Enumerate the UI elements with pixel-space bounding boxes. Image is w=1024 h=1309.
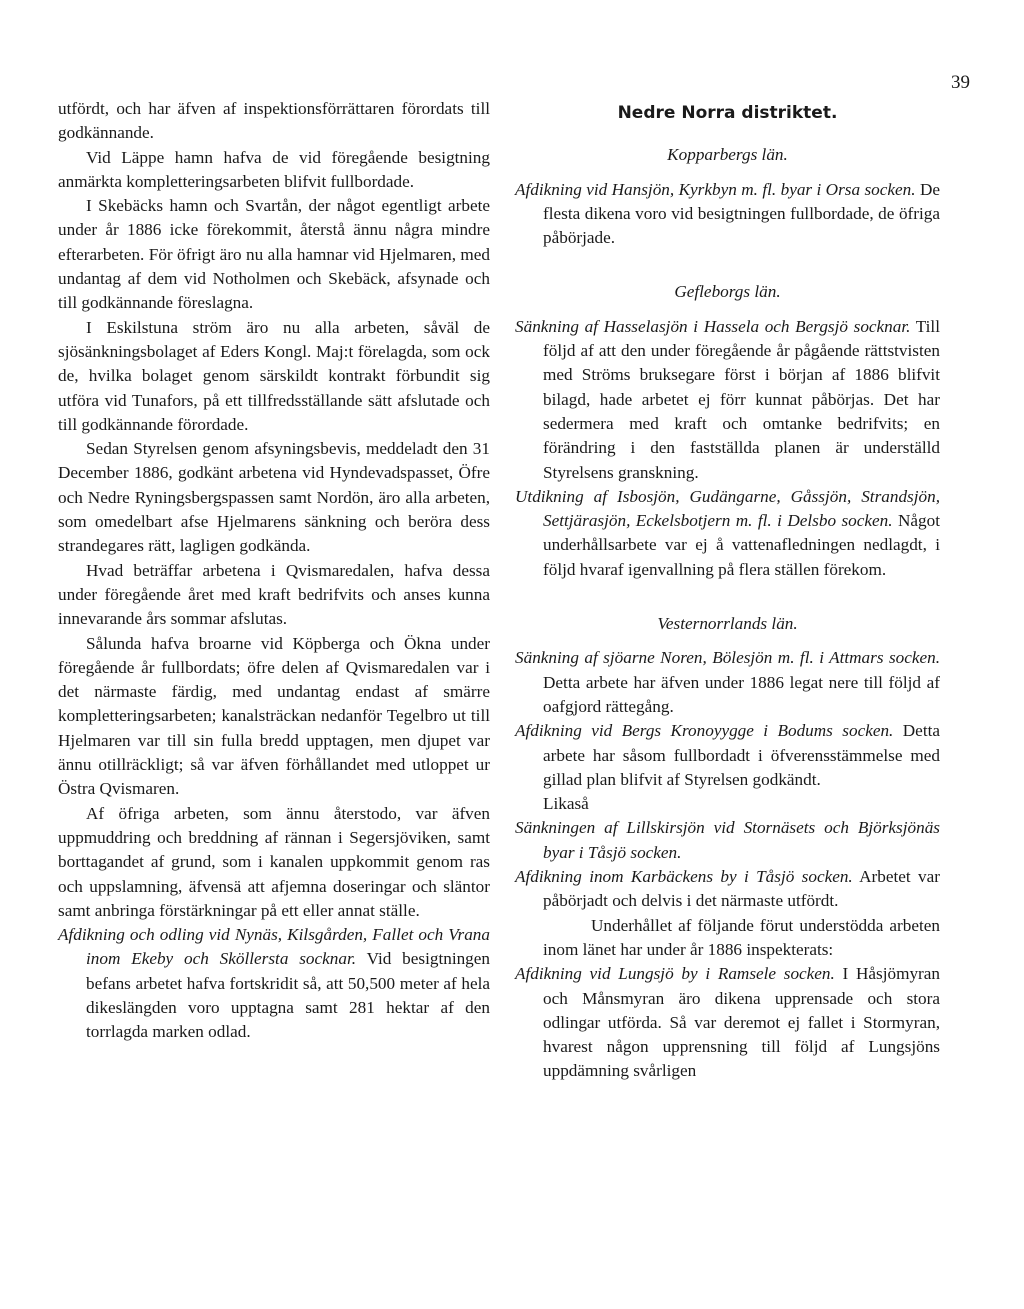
entry-title: Sänkningen af Lillskirsjön vid Stornäsets och Björksjönäs byar i Tåsjö socken. xyxy=(515,818,940,862)
entry-title: Afdikning vid Bergs Kronoyygge i Bodums socken. xyxy=(515,721,894,741)
entry-text: De flesta dikena voro vid besigtningen fullbordade, de öfriga påbörjade. xyxy=(543,179,940,248)
entry xyxy=(515,865,940,914)
entry xyxy=(515,178,940,251)
county-heading: Gefleborgs län. xyxy=(674,282,781,302)
entry-text: Till följd af att den under föregående år pågående rättstvisten med Ströms bruksegare först i början af 1886 blifvit bilagd, hade arbetet ej förr kunnat påbörjas. Det har sedermera med kraft och omtanke bedrifvits; en förändring i den fastställda planen är underställd Styrelsens granskning. xyxy=(543,316,940,482)
entry-text: I Håsjömyran och Månsmyran äro dikena upprensade och stora odlingar utförda. Så var deremot ej fallet i Stormyran, hvarest någon upprensning till följd af Lungsjöns uppdämning svårligen xyxy=(543,964,940,1081)
entry-title: Afdikning vid Lungsjö by i Ramsele socken. xyxy=(515,964,835,984)
entry-title: Afdikning och odling vid Nynäs, Kilsgården, Fallet och Vrana inom Ekeby och Sköllersta socknar. xyxy=(58,925,490,969)
paragraph: Sålunda hafva broarne vid Köpberga och Ökna under föregående år fullbordats; öfre delen af Qvismaredalen var i det närmaste färdig, med undantag endast af smärre kompletteringsarbeten; kanalsträckan nedanför Tegelbro ut till Hjelmaren var till sin fulla bredd upptagen, men djupet var ännu otillräckligt; så var äfven förhållandet med utloppet ur Östra Qvismaren. xyxy=(58,633,490,799)
entry-title: Sänkning af Hasselasjön i Hassela och Bergsjö socknar. xyxy=(515,316,911,336)
entry-title: Afdikning inom Karbäckens by i Tåsjö socken. xyxy=(515,867,853,887)
entry-text: Vid besigtningen befans arbetet hafva fortskridit så, att 50,500 meter af hela dikeslängden voro upptagna samt 281 hektar af den torrlagda marken odlad. xyxy=(86,949,491,1042)
entry xyxy=(515,962,940,1083)
paragraph: Vid Läppe hamn hafva de vid föregående besigtning anmärkta kompletteringsarbeten blifvit fullbordade. xyxy=(58,147,490,191)
entry-title: Sänkning af sjöarne Noren, Bölesjön m. fl. i Attmars socken. xyxy=(515,648,940,668)
paragraph: utfördt, och har äfven af inspektionsförrättaren förordats till godkännande. xyxy=(58,99,490,143)
paragraph xyxy=(58,923,490,1044)
left-column xyxy=(58,97,490,1045)
entry-text: Något underhållsarbete var ej å vattenafledningen nedlagdt, i följd hvaraf igenvallning på flera ställen förekom. xyxy=(543,511,940,579)
entry-text: Detta arbete har såsom fullbordadt i öfverensstämmelse med gillad plan blifvit af Styrelsen godkändt. xyxy=(543,721,940,789)
paragraph: Underhållet af följande förut understödda arbeten inom länet har under år 1886 inspekterats: xyxy=(543,915,940,959)
entry-title: Utdikning af Isbosjön, Gudängarne, Gåssjön, Strandsjön, Settjärasjön, Eckelsbotjern m. fl. i Delsbo socken. xyxy=(515,486,940,531)
paragraph: Sedan Styrelsen genom afsyningsbevis, meddeladt den 31 December 1886, godkänt arbetena vid Hyndevadspasset, Öfre och Nedre Ryningsbergspassen samt Nordön, äro alla arbeten, som omedelbart afse Hjelmarens sänkning och beröra dess strandegares rätt, lagligen godkända. xyxy=(58,439,490,556)
entry xyxy=(515,719,940,792)
entry xyxy=(515,315,940,485)
spacer xyxy=(515,582,940,600)
district-heading: Nedre Norra distriktet. xyxy=(617,103,838,123)
likasa-line: Likaså xyxy=(543,794,589,814)
right-column xyxy=(515,97,940,1084)
paragraph: Hvad beträffar arbetena i Qvismaredalen, hafva dessa under föregående året med kraft bedrifvits och anses kunna innevarande års sommar afslutas. xyxy=(58,560,490,629)
page-number: 39 xyxy=(951,72,970,93)
entry-title: Afdikning vid Hansjön, Kyrkbyn m. fl. byar i Orsa socken. xyxy=(515,179,916,199)
paragraph: I Eskilstuna ström äro nu alla arbeten, såväl de sjösänkningsbolaget af Eders Kongl. Maj:t förelagda, som ock de, hvilka bolaget genom särskildt kontrakt förbundit sig utföra vid Tunafors, på ett tillfredsställande sätt afslutade och till godkännande förordade. xyxy=(58,317,490,434)
entry-text: Arbetet var påbörjadt och delvis i det närmaste utfördt. xyxy=(543,867,940,911)
paragraph: I Skebäcks hamn och Svartån, der något egentligt arbete under år 1886 icke förekommit, återstå ännu några mindre efterarbeten. För öfrigt äro nu alla hamnar vid Hjelmaren, med undantag af dem vid Notholmen och Skebäck, afsynade och till godkännande föreslagna. xyxy=(58,196,490,313)
county-heading: Kopparbergs län. xyxy=(667,145,788,165)
entry xyxy=(515,816,940,865)
spacer xyxy=(515,250,940,268)
entry xyxy=(515,485,940,582)
paragraph: Af öfriga arbeten, som ännu återstodo, var äfven uppmuddring och breddning af rännan i Segersjöviken, samt borttagandet af grund, som i kanalen uppkommit genom ras och uppslamning, äfvensä att afjemna doseringar och släntor samt anbringa förstärkningar på ett eller annat ställe. xyxy=(58,803,490,920)
county-heading: Vesternorrlands län. xyxy=(657,614,798,634)
entry xyxy=(515,646,940,719)
entry-text: Detta arbete har äfven under 1886 legat nere till följd af oafgjord rättegång. xyxy=(543,672,940,716)
